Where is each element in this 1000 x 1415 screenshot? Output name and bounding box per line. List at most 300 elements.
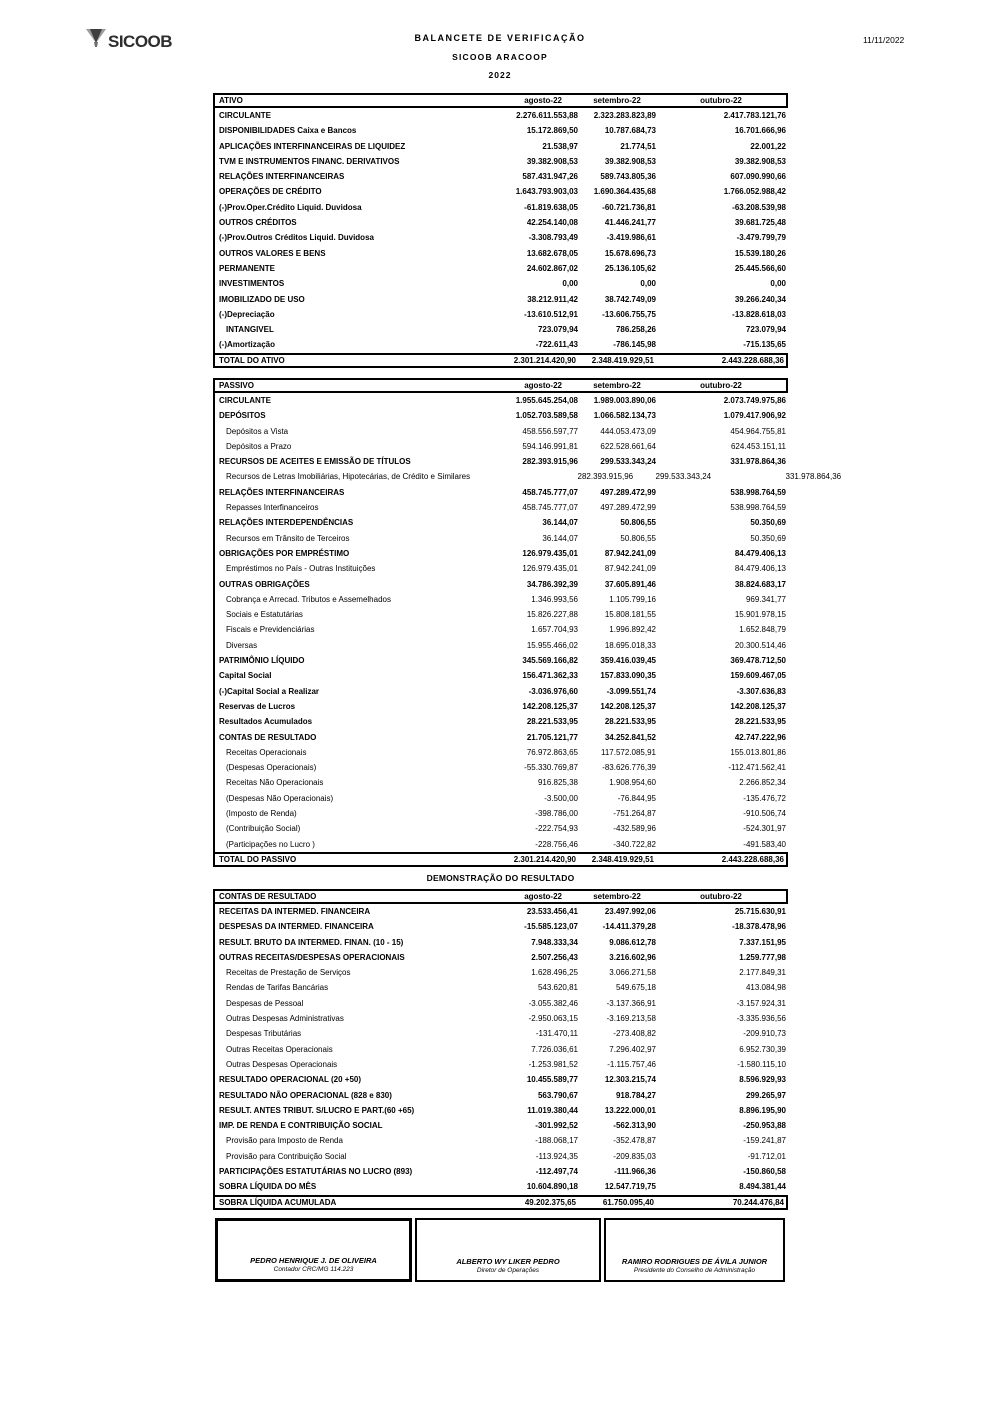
row-label: OUTROS VALORES E BENS [219,248,326,258]
row-value: 1.955.645.254,08 [515,396,578,405]
row-value: 156.471.362,33 [522,671,578,681]
row-value: 916.825,38 [537,778,578,788]
table-row [215,592,788,607]
row-value: 23.533.456,41 [526,907,578,916]
row-value: 2.266.852,34 [739,778,786,788]
row-value: 594.146.991,81 [522,441,578,451]
row-value: 38.742.749,09 [604,294,656,304]
table-row [215,950,788,965]
row-value: -135.476,72 [743,793,786,803]
row-label: (-)Capital Social a Realizar [219,686,320,696]
row-value: 37.605.891,46 [604,579,656,589]
table-row [215,424,788,439]
table-row [215,935,788,950]
row-value: 299.265,97 [745,1090,786,1100]
row-value: -398.786,00 [535,809,578,819]
column-header: outubro-22 [700,96,742,105]
table-row [215,1026,788,1041]
row-value: -188.068,17 [535,1136,578,1146]
table-row [215,699,788,714]
row-value: 1.996.892,42 [609,625,656,635]
row-value: 413.084,98 [745,983,786,993]
row-value: 142.208.125,37 [522,701,578,711]
signature-box [215,1218,412,1282]
table-row [215,184,788,199]
table-row [215,531,788,546]
table-row [215,200,788,215]
table-row [215,607,788,622]
row-value: -250.953,88 [743,1121,786,1131]
row-value: 50.806,55 [620,518,656,528]
row-value: 159.609.467,05 [730,671,786,681]
total-value: 61.750.095,40 [602,1197,654,1207]
row-value: 538.998.764,59 [730,487,786,497]
row-value: 142.208.125,37 [730,701,786,711]
row-value: 84.479.406,13 [734,548,786,558]
row-value: 458.556.597,77 [522,426,578,436]
table-row [215,393,788,408]
row-value: 12.303.215,74 [604,1075,656,1085]
row-label: (-)Depreciação [219,309,275,319]
table-header-row [213,93,788,108]
row-label: OBRIGAÇÕES POR EMPRÉSTIMO [219,548,350,558]
row-value: 38.824.683,17 [734,579,786,589]
row-value: 10.604.890,18 [526,1182,578,1192]
row-value: -13.828.618,03 [732,309,786,319]
row-value: 87.942.241,09 [604,564,656,574]
column-header: setembro-22 [593,96,641,105]
total-value: 49.202.375,65 [524,1197,576,1207]
document-title: BALANCETE DE VERIFICAÇÃO [414,33,586,43]
row-value: 1.657.704,93 [531,625,578,635]
row-value: 1.346.993,56 [531,594,578,604]
document-subtitle: SICOOB ARACOOP [452,52,548,62]
row-value: 543.620,81 [537,983,578,993]
table-row [215,108,788,123]
row-label: Recursos em Trânsito de Terceiros [226,533,350,543]
row-value: 13.222.000,01 [604,1105,656,1115]
table-row [215,454,788,469]
table-row [215,292,788,307]
logo-text: SICOOB [108,31,173,51]
document-year: 2022 [488,70,512,80]
table-title: PASSIVO [219,381,254,390]
row-value: 39.382.908,53 [526,156,578,166]
row-label: (-)Amortização [219,340,276,350]
row-value: 1.052.703.589,58 [515,411,578,421]
table-row [215,307,788,322]
row-label: RESULT. ANTES TRIBUT. S/LUCRO E PART.(60 +65) [219,1105,415,1115]
row-label: (-)Prov.Oper.Crédito Liquid. Duvidosa [219,202,362,212]
row-value: 6.952.730,39 [739,1044,786,1054]
row-value: -228.756,46 [535,839,578,849]
row-value: 969.341,77 [745,594,786,604]
row-value: 0,00 [562,279,578,289]
row-value: -2.950.063,15 [528,1014,578,1024]
row-value: 2.323.283.823,89 [593,111,656,120]
signature-box [415,1218,601,1282]
dre-section-title: DEMONSTRAÇÃO DO RESULTADO [426,873,575,883]
row-value: 15.808.181,55 [604,610,656,620]
row-value: 1.066.582.134,73 [593,411,656,421]
table-row [215,745,788,760]
row-value: 20.300.514,46 [734,640,786,650]
row-value: -3.169.213,58 [606,1014,656,1024]
row-value: 16.701.666,96 [734,126,786,136]
row-value: 0,00 [640,279,656,289]
row-value: -18.378.478,96 [732,922,786,932]
table-row [215,638,788,653]
table-row [215,322,788,337]
row-value: -111.966,36 [614,1167,656,1177]
table-row [215,1088,788,1103]
row-value: 24.602.867,02 [526,263,578,273]
row-label: Capital Social [219,671,272,681]
row-value: 126.979.435,01 [522,548,578,558]
row-value: 497.289.472,99 [600,487,656,497]
row-value: 25.136.105,62 [604,263,656,273]
row-value: 50.806,55 [620,533,656,543]
row-label: OUTRAS RECEITAS/DESPESAS OPERACIONAIS [219,952,405,962]
table-row [215,1072,788,1087]
row-label: Receitas Não Operacionais [226,778,324,788]
row-label: (Participações no Lucro ) [226,839,315,849]
row-value: 1.079.417.906,92 [723,411,786,421]
row-label: (Contribuição Social) [226,824,301,834]
signature-role: Contador CRC/MG 114.223 [273,1266,354,1273]
row-value: -209.835,03 [613,1151,656,1161]
row-value: 84.479.406,13 [734,564,786,574]
row-value: 15.172.869,50 [526,126,578,136]
row-value: 7.726.036,61 [531,1044,578,1054]
row-value: 282.393.915,96 [577,472,634,482]
row-label: Reservas de Lucros [219,701,296,711]
row-value: 1.628.496,25 [531,968,578,978]
passivo-table [213,378,842,867]
row-label: RECEITAS DA INTERMED. FINANCEIRA [219,907,371,916]
row-value: 50.350,69 [750,533,786,543]
column-header: outubro-22 [700,381,742,390]
ativo-table [213,93,788,368]
row-label: Despesas Tributárias [226,1029,302,1039]
row-label: RESULTADO OPERACIONAL (20 +50) [219,1075,362,1085]
row-value: -3.500,00 [544,793,578,803]
table-title: CONTAS DE RESULTADO [219,892,317,901]
row-label: Sociais e Estatutárias [226,610,303,620]
row-value: -131.470,11 [535,1029,578,1039]
row-label: CIRCULANTE [219,111,271,120]
column-header: setembro-22 [593,381,641,390]
row-value: 42.254.140,08 [526,218,578,228]
table-row [215,919,788,934]
column-header: outubro-22 [700,892,742,901]
row-value: 28.221.533,95 [526,717,578,727]
table-total-row [213,353,788,368]
table-row [215,408,788,423]
row-value: -63.208.539,98 [732,202,786,212]
row-value: 117.572.085,91 [600,747,656,757]
row-label: APLICAÇÕES INTERFINANCEIRAS DE LIQUIDEZ [219,141,406,151]
signature-name: PEDRO HENRIQUE J. DE OLIVEIRA [250,1256,377,1265]
row-value: -3.308.793,49 [528,233,578,243]
row-value: -222.754,93 [535,824,578,834]
total-value: 70.244.476,84 [732,1197,784,1207]
row-value: 38.212.911,42 [527,294,578,304]
row-label: Provisão para Imposto de Renda [226,1136,343,1146]
table-row [215,668,788,683]
row-value: 345.569.166,82 [522,656,578,666]
row-value: 10.455.589,77 [526,1075,578,1085]
row-value: 1.690.364.435,68 [593,187,656,197]
row-value: 10.787.684,73 [604,126,656,136]
row-value: -159.241,87 [743,1136,786,1146]
table-row [215,276,788,291]
table-row [215,215,788,230]
table-row [215,1103,788,1118]
column-header: setembro-22 [593,892,641,901]
table-row [215,791,788,806]
row-value: -3.307.636,83 [736,686,786,696]
row-value: -76.844,95 [617,793,656,803]
table-row [215,965,788,980]
row-value: -722.611,43 [535,340,578,350]
row-value: -3.036.976,60 [528,686,578,696]
row-value: 3.066.271,58 [609,968,656,978]
row-label: PARTICIPAÇÕES ESTATUTÁRIAS NO LUCRO (893) [219,1167,413,1177]
table-total-row [213,852,788,867]
row-label: INVESTIMENTOS [219,279,285,289]
row-value: -3.099.551,74 [606,686,656,696]
row-value: 7.337.151,95 [739,937,786,947]
table-row [215,1179,788,1194]
row-label: Resultados Acumulados [219,717,313,727]
document-date: 11/11/2022 [863,35,905,45]
row-value: 1.652.848,79 [739,625,786,635]
row-value: 28.221.533,95 [604,717,656,727]
signature-role: Diretor de Operações [476,1267,540,1274]
total-value: 2.443.228.688,36 [721,355,784,365]
row-value: 497.289.472,99 [600,503,656,513]
row-value: 538.998.764,59 [730,503,786,513]
table-row [215,154,788,169]
row-value: 3.216.602,96 [609,952,656,962]
table-total-row [213,1195,788,1210]
total-label: TOTAL DO PASSIVO [219,854,297,864]
row-value: -786.145,98 [613,340,656,350]
row-value: 458.745.777,07 [522,487,578,497]
row-value: -15.585.123,07 [524,922,578,932]
table-row [215,806,788,821]
row-value: 786.258,26 [615,325,656,335]
row-value: 21.538,97 [542,141,578,151]
row-value: 0,00 [770,279,786,289]
row-label: Repasses Interfinanceiros [226,503,319,513]
row-label: PATRIMÔNIO LÍQUIDO [219,656,305,666]
signature-box [604,1218,785,1282]
row-value: 157.833.090,35 [600,671,656,681]
row-value: -83.626.776,39 [602,763,656,773]
row-label: Recursos de Letras Imobiliárias, Hipotecárias, de Crédito e Similares [226,472,471,482]
row-label: SOBRA LÍQUIDA DO MÊS [219,1182,317,1192]
row-label: Empréstimos no País - Outras Instituições [226,564,376,574]
row-value: 13.682.678,05 [526,248,578,258]
row-value: 34.786.392,39 [526,579,578,589]
table-row [215,469,842,484]
row-value: 142.208.125,37 [600,701,656,711]
row-value: -1.115.757,46 [607,1059,656,1069]
row-label: Receitas de Prestação de Serviços [226,968,351,978]
row-value: -3.479.799,79 [736,233,786,243]
row-label: (Despesas Operacionais) [226,763,317,773]
row-value: -524.301,97 [743,824,786,834]
signature-area [215,1218,785,1282]
row-value: 15.678.696,73 [604,248,656,258]
table-row [215,775,788,790]
row-value: 7.948.333,34 [531,937,578,947]
row-label: Outras Despesas Operacionais [226,1059,338,1069]
row-value: -3.137.366,91 [606,998,656,1008]
table-row [215,577,788,592]
row-value: 723.079,94 [745,325,786,335]
row-value: 1.989.003.890,06 [593,396,656,405]
column-header: agosto-22 [524,96,562,105]
row-value: 25.445.566,60 [734,263,786,273]
row-label: Despesas de Pessoal [226,998,304,1008]
row-label: RELAÇÕES INTERFINANCEIRAS [219,172,345,182]
row-value: 2.507.256,43 [531,952,578,962]
row-value: -3.335.936,56 [736,1014,786,1024]
row-value: -209.910,73 [743,1029,786,1039]
row-value: 331.978.864,36 [730,457,786,467]
row-label: DISPONIBILIDADES Caixa e Bancos [219,126,357,136]
row-value: 2.073.749.975,86 [723,396,786,405]
table-row [215,1118,788,1133]
row-label: Diversas [226,640,258,650]
column-header: agosto-22 [524,892,562,901]
row-value: 41.446.241,77 [604,218,656,228]
row-label: Depósitos a Vista [226,426,289,436]
row-value: 28.221.533,95 [734,717,786,727]
row-label: Fiscais e Previdenciárias [226,625,315,635]
row-value: 563.790,67 [537,1090,578,1100]
row-value: -562.313,90 [613,1121,656,1131]
row-value: 587.431.947,26 [522,172,578,182]
table-row [215,837,788,852]
table-row [215,439,788,454]
row-value: -13.606.755,75 [602,309,656,319]
row-label: CONTAS DE RESULTADO [219,732,317,742]
table-row [215,760,788,775]
row-value: -91.712,01 [747,1151,786,1161]
signature-role: Presidente do Conselho de Administração [633,1267,756,1274]
row-value: 369.478.712,50 [730,656,786,666]
row-value: 23.497.992,06 [604,907,656,916]
row-value: 18.695.018,33 [604,640,656,650]
row-value: -715.135,65 [743,340,786,350]
row-value: 723.079,94 [537,325,578,335]
dre-table [213,889,788,1210]
table-row [215,1164,788,1179]
row-value: 549.675,18 [615,983,656,993]
total-value: 2.301.214.420,90 [513,854,576,864]
row-value: 918.784,27 [615,1090,656,1100]
table-row [215,261,788,276]
table-row [215,337,788,352]
row-value: 42.747.222,96 [734,732,786,742]
table-row [215,546,788,561]
table-row [215,139,788,154]
row-label: RECURSOS DE ACEITES E EMISSÃO DE TÍTULOS [219,457,411,467]
table-row [215,500,788,515]
row-value: 299.533.343,24 [655,472,712,482]
row-value: -13.610.512,91 [524,309,578,319]
table-body [213,393,842,852]
row-value: 359.416.039,45 [600,656,656,666]
row-label: Outras Despesas Administrativas [226,1014,344,1024]
row-value: 11.019.380,44 [527,1105,578,1115]
row-value: 1.908.954,60 [609,778,656,788]
row-value: 458.745.777,07 [522,503,578,513]
row-value: 299.533.343,24 [600,457,656,467]
row-value: 36.144,07 [542,518,578,528]
row-label: OPERAÇÕES DE CRÉDITO [219,187,322,197]
row-value: 8.896.195,90 [739,1105,786,1115]
table-row [215,485,788,500]
row-label: Depósitos a Prazo [226,441,292,451]
row-value: -3.157.924,31 [736,998,786,1008]
row-value: 8.494.381,44 [739,1182,786,1192]
row-label: Rendas de Tarifas Bancárias [226,983,329,993]
row-value: 589.743.805,36 [600,172,656,182]
row-value: 454.964.755,81 [730,426,786,436]
table-row [215,246,788,261]
table-row [215,1042,788,1057]
row-value: 1.643.793.903,03 [515,187,578,197]
row-value: -150.860,58 [743,1167,786,1177]
row-label: INTANGIVEL [226,325,274,335]
total-label: SOBRA LÍQUIDA ACUMULADA [219,1197,337,1207]
row-label: Outras Receitas Operacionais [226,1044,333,1054]
table-row [215,684,788,699]
row-value: 22.001,22 [750,141,786,151]
row-label: (Despesas Não Operacionais) [226,793,334,803]
row-value: 15.826.227,88 [526,610,578,620]
row-label: RESULT. BRUTO DA INTERMED. FINAN. (10 - 15) [219,937,404,947]
table-row [215,904,788,919]
row-value: -3.055.382,46 [528,998,578,1008]
row-value: 15.539.180,26 [734,248,786,258]
total-value: 2.301.214.420,90 [513,355,576,365]
row-value: -432.589,96 [613,824,656,834]
table-row [215,515,788,530]
row-label: Cobrança e Arrecad. Tributos e Assemelhados [226,594,391,604]
table-body [213,904,788,1195]
row-value: 622.528.661,64 [600,441,656,451]
row-value: 76.972.863,65 [526,747,578,757]
row-label: (Imposto de Renda) [226,809,297,819]
row-value: -61.819.638,05 [524,202,578,212]
row-value: 34.252.841,52 [604,732,656,742]
row-value: -3.419.986,61 [606,233,656,243]
row-value: 9.086.612,78 [609,937,656,947]
row-value: -112.471.562,41 [728,763,786,773]
row-value: -55.330.769,87 [524,763,578,773]
row-value: -60.721.736,81 [602,202,656,212]
row-label: RELAÇÕES INTERFINANCEIRAS [219,487,345,497]
row-label: RELAÇÕES INTERDEPENDÊNCIAS [219,518,354,528]
row-value: 1.105.799,16 [609,594,656,604]
table-row [215,123,788,138]
